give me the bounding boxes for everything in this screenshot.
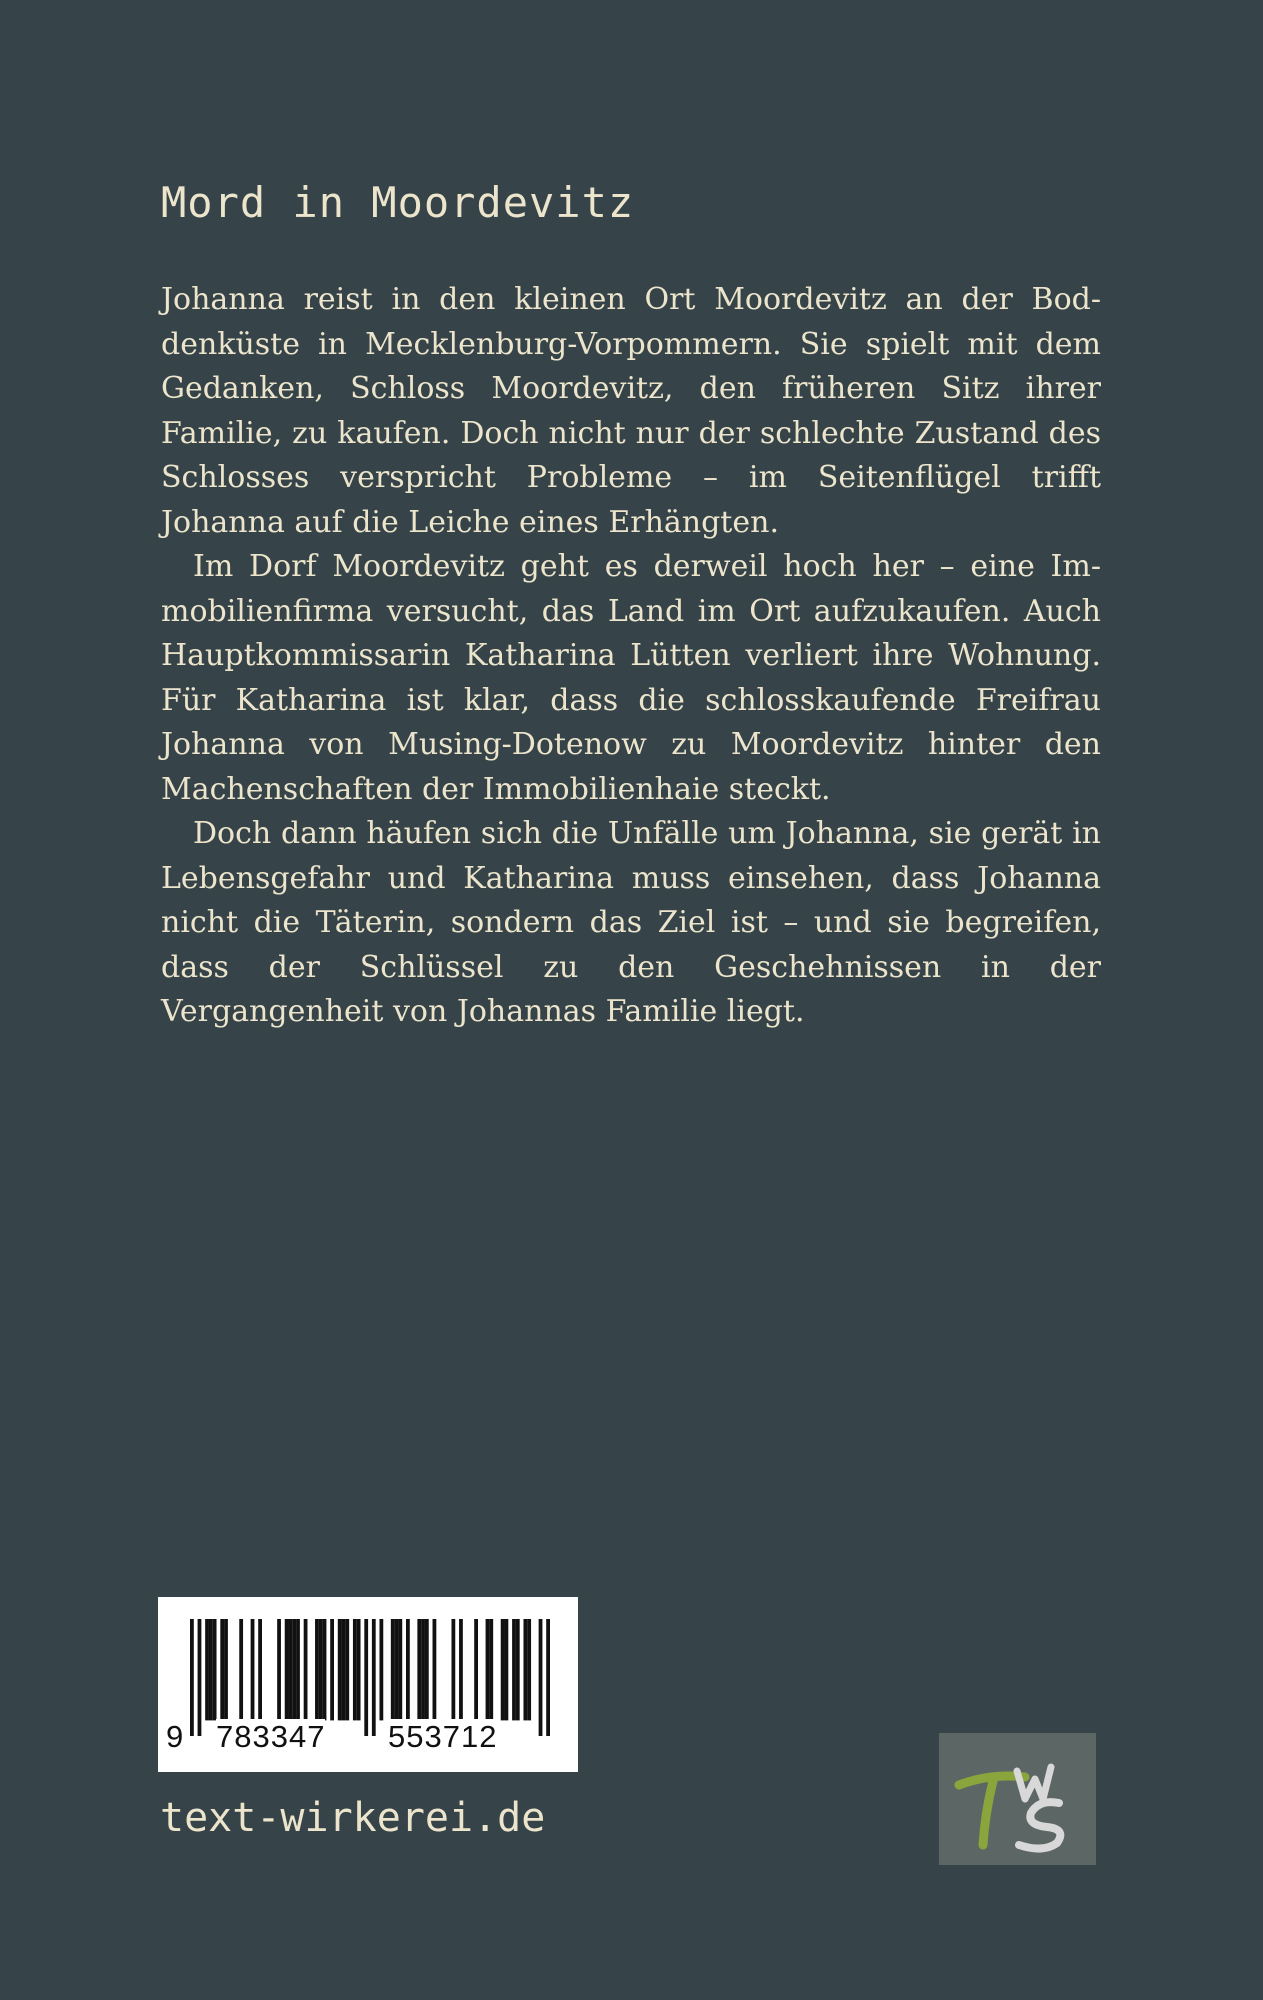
barcode-bar	[224, 1619, 228, 1720]
barcode-bar	[459, 1619, 463, 1720]
barcode-bar	[304, 1619, 308, 1720]
barcode-bar	[209, 1619, 213, 1720]
barcode-bar	[345, 1619, 349, 1720]
barcode-bar	[395, 1619, 399, 1720]
barcode-guard-bar	[372, 1619, 376, 1736]
blurb-paragraph-2: Im Dorf Moordevitz geht es derweil hoch her – eine Immobilienfirma versucht, das Land im Ort aufzukaufen. Auch Hauptkommissarin Katharina Lütten verliert ihre Wohnung. Für Katharina ist klar, dass die schlosskaufende Freifrau Johanna von Musing-Dotenow zu Moordevitz hinter den Machenschaften der Immobilienhaie steckt.	[161, 549, 1101, 807]
isbn-barcode	[158, 1597, 578, 1772]
barcode-bar	[213, 1619, 217, 1720]
barcode-bar	[398, 1619, 402, 1720]
barcode-bar	[338, 1619, 342, 1720]
barcode-bar	[523, 1619, 527, 1720]
barcode-guard-bar	[539, 1619, 543, 1736]
barcode-bar	[512, 1619, 516, 1720]
blurb-paragraph-3: Doch dann häufen sich die Unfälle um Johanna, sie gerät in Lebensgefahr und Katharina muss einsehen, dass Johanna nicht die Täterin, sondern das Ziel ist – und sie begreifen, dass der Schlüssel zu den Geschehnissen in der Vergangenheit von Johannas Familie liegt.	[161, 816, 1101, 1029]
barcode-bar	[516, 1619, 520, 1720]
barcode-bar	[451, 1619, 455, 1720]
barcode-bar	[417, 1619, 421, 1720]
barcode-right-digits: 553712	[388, 1719, 498, 1754]
barcode-bar	[342, 1619, 346, 1720]
publisher-logo	[939, 1733, 1096, 1865]
barcode-guard-bar	[364, 1619, 368, 1736]
barcode-bar	[251, 1619, 255, 1720]
barcode-guard-bar	[546, 1619, 550, 1736]
barcode-bar	[296, 1619, 300, 1720]
barcode-guard-bar	[198, 1619, 202, 1736]
barcode-bar	[353, 1619, 357, 1720]
barcode-bar	[220, 1619, 224, 1720]
barcode-bar	[323, 1619, 327, 1720]
barcode-guard-bar	[190, 1619, 194, 1736]
publisher-website: text-wirkerei.de	[160, 1795, 546, 1841]
barcode-bar	[357, 1619, 361, 1720]
barcode-bar	[277, 1619, 281, 1720]
tw-logo-icon	[939, 1733, 1096, 1865]
barcode-bar	[330, 1619, 334, 1720]
barcode-left-digits: 783347	[216, 1719, 326, 1754]
barcode-bar	[285, 1619, 289, 1720]
barcode-bar	[425, 1619, 429, 1720]
barcode-bar	[489, 1619, 493, 1720]
blurb	[161, 278, 1101, 1035]
barcode-bar	[239, 1619, 243, 1720]
barcode-bar	[205, 1619, 209, 1720]
barcode-bar	[505, 1619, 509, 1720]
barcode-bar	[379, 1619, 383, 1720]
blurb-paragraph-1: Johanna reist in den kleinen Ort Moordevitz an der Boddenküste in Mecklenburg-Vorpommern. Sie spielt mit dem Gedanken, Schloss Moordevitz, den früheren Sitz ihrer Familie, zu kaufen. Doch nicht nur der schlechte Zustand des Schlosses verspricht Probleme – im Seitenflügel trifft Johanna auf die Leiche eines Erhängten.	[161, 282, 1101, 540]
barcode-bar	[486, 1619, 490, 1720]
barcode-bar	[406, 1619, 410, 1720]
barcode-bar	[501, 1619, 505, 1720]
barcode-bar	[292, 1619, 296, 1720]
barcode-bar	[421, 1619, 425, 1720]
barcode-bar	[527, 1619, 531, 1720]
book-title: Mord in Moordevitz	[161, 178, 635, 227]
barcode-bar	[433, 1619, 437, 1720]
barcode-bar	[258, 1619, 262, 1720]
barcode-bar	[289, 1619, 293, 1720]
barcode-bar	[315, 1619, 319, 1720]
barcode-bar	[474, 1619, 478, 1720]
barcode-lead-digit: 9	[166, 1719, 185, 1754]
barcode-bar	[391, 1619, 395, 1720]
barcode-bar	[319, 1619, 323, 1720]
